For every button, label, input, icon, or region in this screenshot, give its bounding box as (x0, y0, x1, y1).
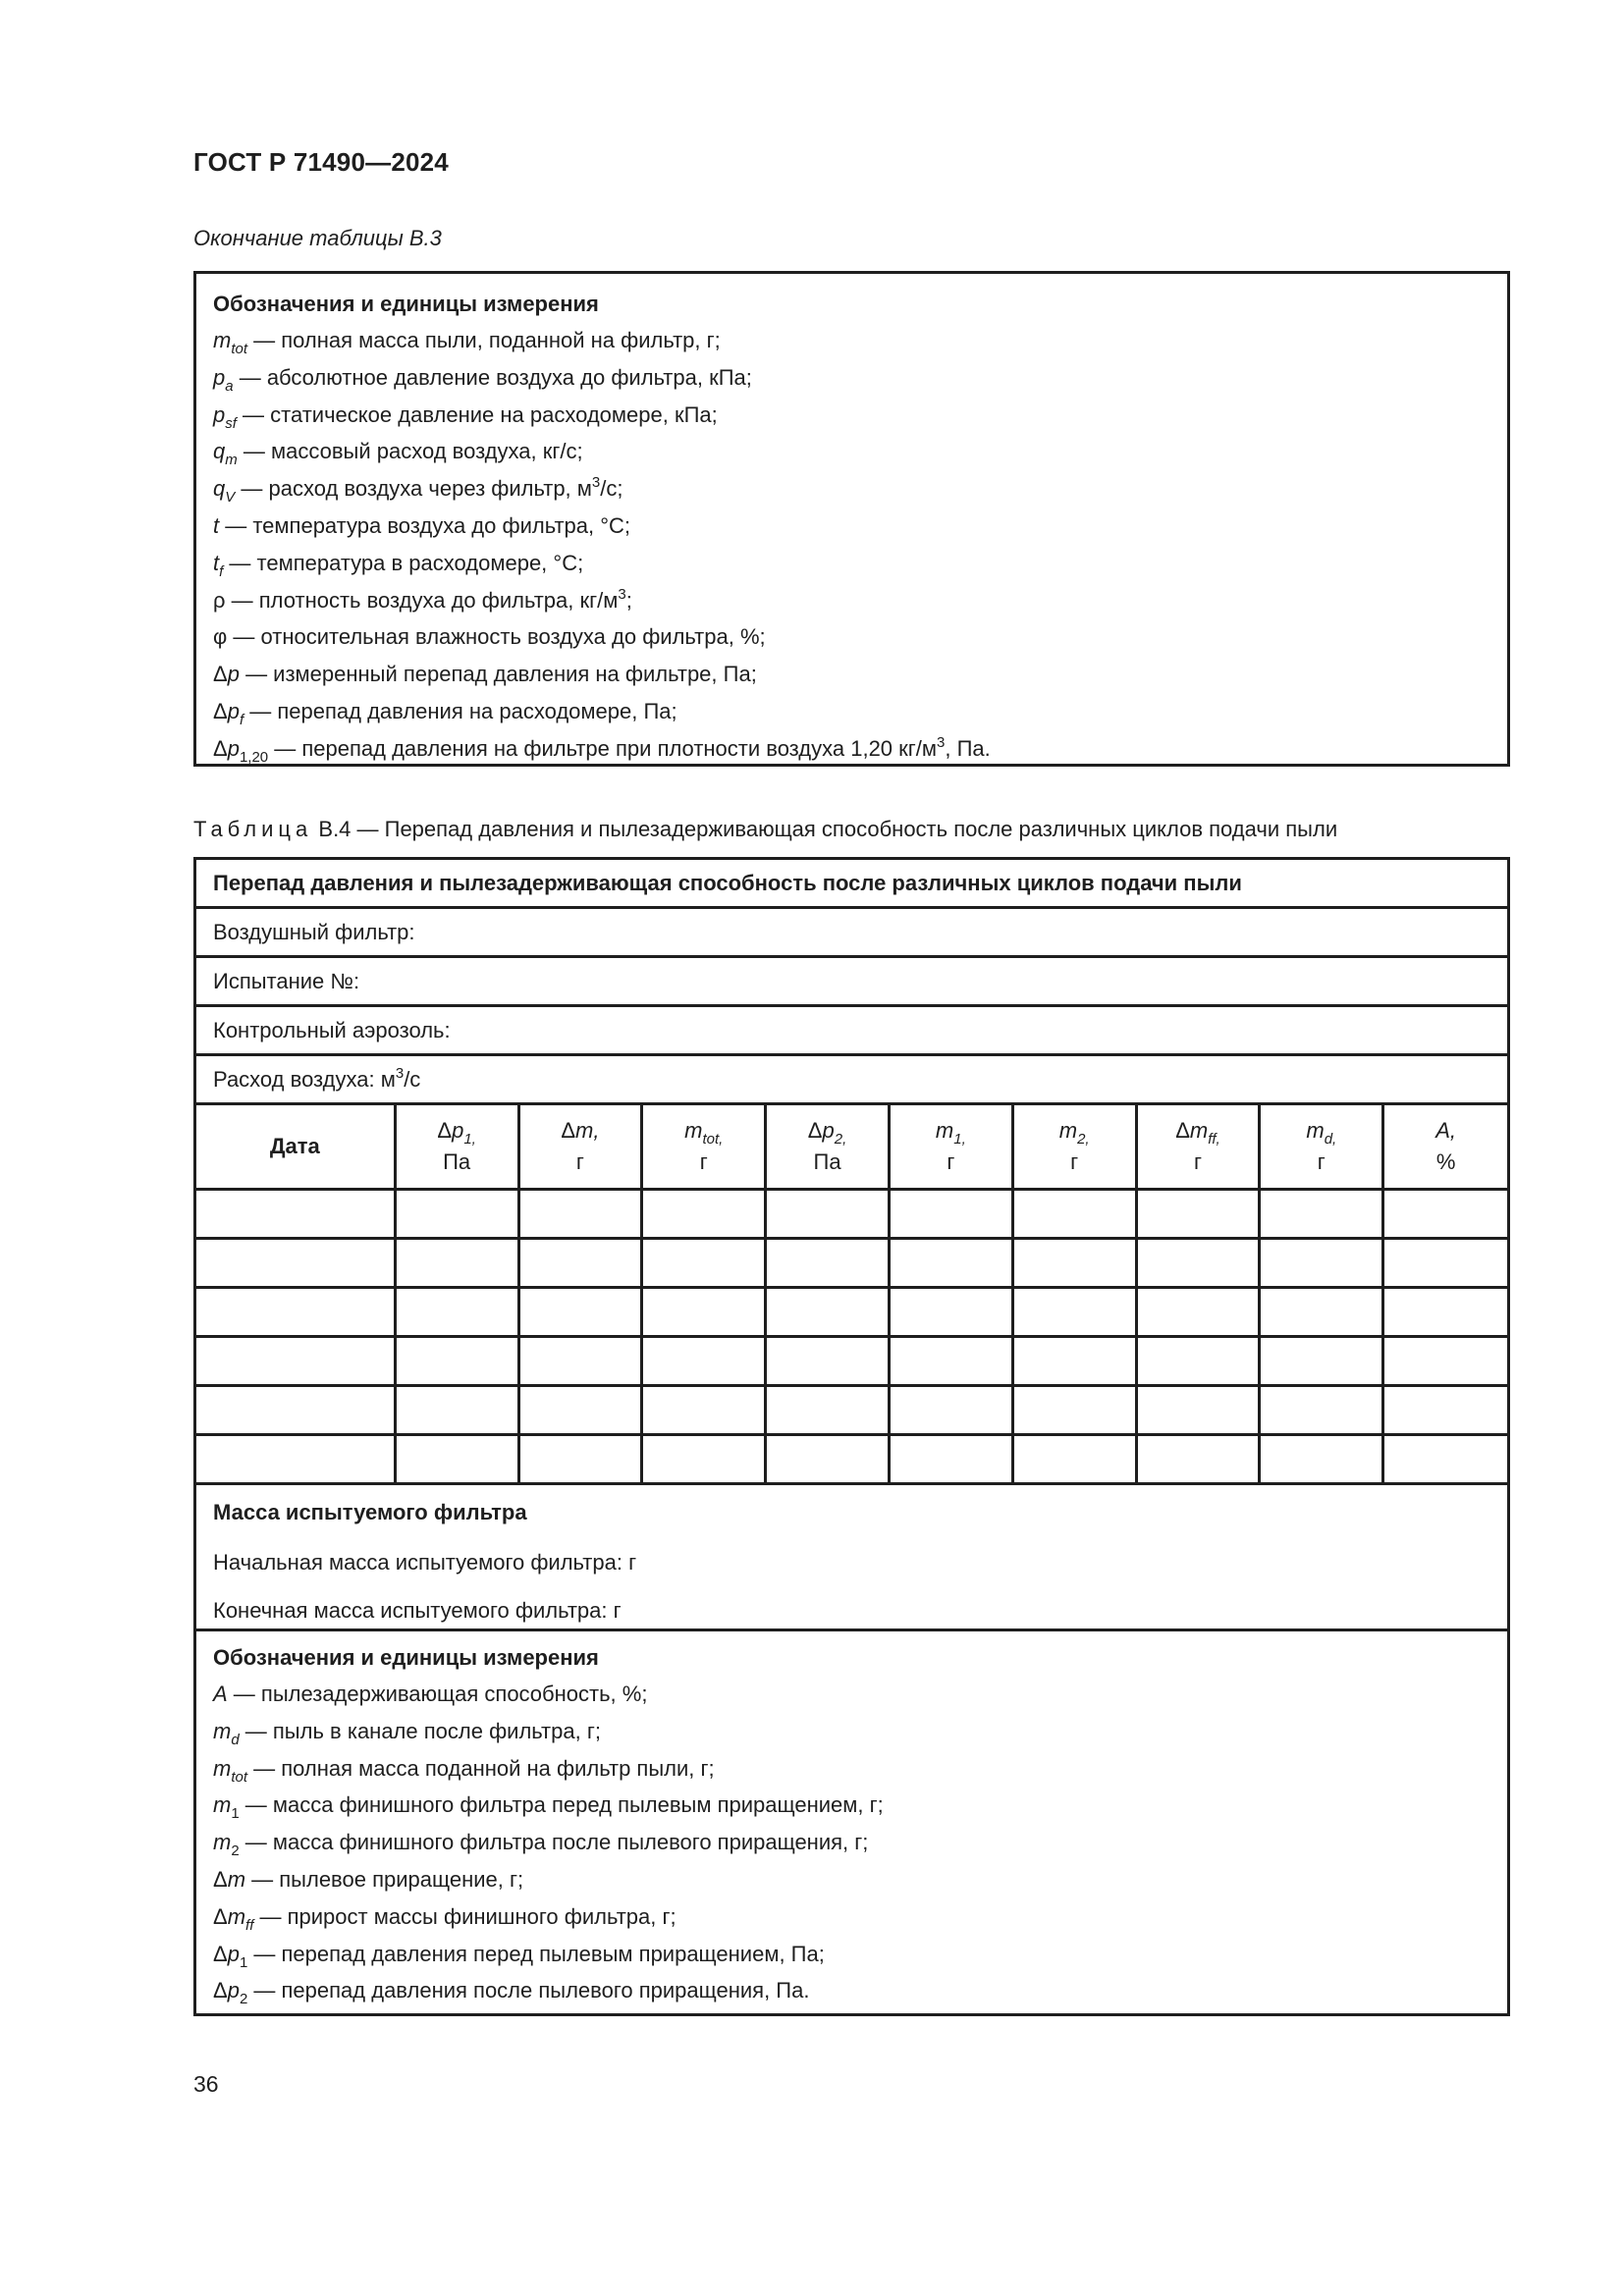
delta-prefix: Δ (1175, 1118, 1190, 1143)
table-continuation-label: Окончание таблицы В.3 (193, 226, 442, 250)
symbol: m, (575, 1118, 600, 1143)
table-cell[interactable] (764, 1387, 888, 1433)
symbol-subscript: d (231, 1731, 240, 1748)
table-row (193, 1384, 1510, 1433)
column-header-date: Дата (269, 1134, 320, 1158)
symbol: m (213, 328, 232, 352)
unit: г (1193, 1149, 1202, 1174)
symbol: ρ (213, 587, 226, 613)
table-row (193, 1286, 1510, 1335)
table-cell[interactable] (1011, 1289, 1135, 1335)
definition: — абсолютное давление воздуха до фильтра, кПа; (233, 364, 752, 390)
caption-text: В.4 — Перепад давления и пылезадерживающая способность после различных циклов подачи пыли (318, 817, 1338, 841)
info-row-air-flow[interactable] (193, 1053, 1510, 1102)
legend-heading: Обозначения и единицы измерения (213, 1645, 599, 1670)
table-cell[interactable] (1135, 1191, 1259, 1237)
table-cell[interactable] (394, 1338, 517, 1384)
table-b4 (193, 857, 1510, 2016)
table-cell[interactable] (1011, 1240, 1135, 1286)
symbol: m (935, 1118, 954, 1143)
column-header-a (1381, 1105, 1507, 1188)
symbol-subscript: d, (1324, 1131, 1337, 1148)
caption-table-word: Таблица (193, 817, 313, 841)
symbol: q (213, 476, 226, 502)
table-cell[interactable] (517, 1387, 641, 1433)
symbol-subscript: f (219, 562, 224, 580)
symbol-subscript: f (239, 711, 244, 728)
symbol: m (1189, 1118, 1209, 1143)
table-cell[interactable] (1258, 1289, 1381, 1335)
table-cell[interactable] (1011, 1436, 1135, 1482)
table-cell[interactable] (888, 1240, 1011, 1286)
table-cell[interactable] (196, 1289, 394, 1335)
legend-item (213, 619, 1507, 657)
table-cell[interactable] (1258, 1436, 1381, 1482)
table-cell[interactable] (1011, 1191, 1135, 1237)
unit: г (1070, 1149, 1079, 1174)
definition: — пыль в канале после фильтра, г; (239, 1718, 601, 1743)
definition: — температура в расходомере, °С; (223, 550, 584, 575)
table-cell[interactable] (1258, 1240, 1381, 1286)
symbol-subscript: 2, (834, 1131, 847, 1148)
table-b4-legend (193, 1629, 1510, 2016)
symbol-subscript: m (225, 452, 238, 469)
legend-item (213, 546, 1507, 583)
delta-prefix: Δ (213, 1866, 228, 1892)
symbol: m (684, 1118, 703, 1143)
symbol: φ (213, 624, 228, 650)
table-cell[interactable] (394, 1191, 517, 1237)
definition: — полная масса поданной на фильтр пыли, г; (247, 1755, 715, 1781)
symbol: p (227, 1978, 240, 2003)
symbol: p (213, 401, 226, 427)
table-cell[interactable] (640, 1191, 764, 1237)
legend-item (213, 360, 1507, 398)
symbol-subscript: tot (231, 341, 248, 357)
symbol: m (213, 1792, 232, 1818)
table-cell[interactable] (196, 1240, 394, 1286)
legend-item (213, 694, 1507, 731)
table-cell[interactable] (764, 1338, 888, 1384)
legend-item (213, 471, 1507, 508)
symbol: p (822, 1118, 835, 1143)
table-row (193, 1188, 1510, 1237)
legend-item (213, 1788, 1507, 1825)
definition-end: /с; (600, 476, 623, 502)
document-title: ГОСТ Р 71490—2024 (193, 147, 449, 177)
delta-prefix: Δ (213, 1903, 228, 1929)
table-cell[interactable] (888, 1387, 1011, 1433)
table-cell[interactable] (196, 1436, 394, 1482)
symbol-subscript: 1,20 (239, 748, 269, 766)
table-cell[interactable] (517, 1436, 641, 1482)
symbol: m (227, 1866, 246, 1892)
definition: — перепад давления перед пылевым приращением, Па; (247, 1941, 825, 1966)
symbol-subscript: 2 (231, 1842, 240, 1860)
table-cell[interactable] (1135, 1436, 1259, 1482)
symbol: m (213, 1755, 232, 1781)
table-cell[interactable] (1381, 1387, 1507, 1433)
definition: — перепад давления на расходомере, Па; (244, 698, 677, 723)
table-b3-legend-box (193, 271, 1510, 767)
column-header-dp1 (394, 1105, 517, 1188)
table-cell[interactable] (1258, 1191, 1381, 1237)
column-header-dm (517, 1105, 641, 1188)
table-cell[interactable] (394, 1436, 517, 1482)
symbol-subscript: sf (225, 414, 237, 432)
table-cell[interactable] (196, 1387, 394, 1433)
definition: — перепад давления на фильтре при плотности воздуха 1,20 кг/м (268, 735, 938, 761)
delta-prefix: Δ (213, 1941, 228, 1966)
delta-prefix: Δ (213, 735, 228, 761)
air-flow-unit: /с (404, 1067, 421, 1092)
table-cell[interactable] (764, 1436, 888, 1482)
symbol: p (227, 698, 240, 723)
symbol: m (1058, 1118, 1078, 1143)
legend-item (213, 731, 1507, 769)
table-cell[interactable] (394, 1387, 517, 1433)
symbol: q (213, 439, 226, 464)
table-cell[interactable] (1381, 1436, 1507, 1482)
table-row (193, 1237, 1510, 1286)
definition: — пылевое приращение, г; (245, 1866, 524, 1892)
symbol: p (227, 735, 240, 761)
superscript: 3 (937, 733, 946, 751)
definition: — расход воздуха через фильтр, м (235, 476, 592, 502)
legend-item (213, 1973, 1507, 2010)
table-cell[interactable] (1135, 1338, 1259, 1384)
symbol: p (227, 1941, 240, 1966)
table-cell[interactable] (517, 1191, 641, 1237)
definition: — температура воздуха до фильтра, °С; (219, 512, 631, 538)
symbol: m (1306, 1118, 1325, 1143)
symbol: m (227, 1903, 246, 1929)
page-number: 36 (193, 2071, 219, 2097)
legend-item (213, 1862, 1507, 1899)
symbol: m (213, 1718, 232, 1743)
unit: Па (443, 1149, 471, 1174)
table-row (193, 1335, 1510, 1384)
definition: — статическое давление на расходомере, кПа; (236, 401, 718, 427)
symbol: m (213, 1830, 232, 1855)
delta-prefix: Δ (437, 1118, 453, 1143)
table-cell[interactable] (1381, 1338, 1507, 1384)
symbol-subscript: tot, (702, 1131, 724, 1148)
column-header-m2 (1011, 1105, 1135, 1188)
info-row-air-filter[interactable]: Воздушный фильтр: (193, 906, 1510, 955)
legend-item (213, 657, 1507, 694)
definition: — перепад давления после пылевого приращения, Па. (247, 1978, 810, 2003)
definition: — масса финишного фильтра перед пылевым приращением, г; (239, 1792, 884, 1818)
table-cell[interactable] (1135, 1387, 1259, 1433)
table-cell[interactable] (640, 1436, 764, 1482)
table-title-row: Перепад давления и пылезадерживающая способность после различных циклов подачи пыли (193, 857, 1510, 906)
table-cell[interactable] (1381, 1191, 1507, 1237)
table-cell[interactable] (517, 1289, 641, 1335)
table-cell[interactable] (764, 1289, 888, 1335)
definition: — масса финишного фильтра после пылевого приращения, г; (239, 1830, 869, 1855)
delta-prefix: Δ (807, 1118, 823, 1143)
superscript: 3 (618, 585, 626, 603)
table-cell[interactable] (1381, 1289, 1507, 1335)
table-cell[interactable] (394, 1240, 517, 1286)
legend-item (213, 434, 1507, 471)
column-header-dp2 (764, 1105, 888, 1188)
info-row-test-aerosol[interactable]: Контрольный аэрозоль: (193, 1004, 1510, 1053)
symbol-subscript: 1, (953, 1131, 966, 1148)
legend-item (213, 1714, 1507, 1751)
definition: — относительная влажность воздуха до фильтра, %; (227, 624, 766, 650)
legend-item (213, 1937, 1507, 1974)
table-cell[interactable] (196, 1338, 394, 1384)
table-cell[interactable] (888, 1289, 1011, 1335)
table-cell[interactable] (640, 1240, 764, 1286)
table-cell[interactable] (764, 1240, 888, 1286)
symbol: t (213, 550, 220, 575)
symbol-subscript: 2 (239, 1991, 248, 2008)
final-mass-field[interactable]: Конечная масса испытуемого фильтра: г (213, 1598, 622, 1623)
table-cell[interactable] (1011, 1338, 1135, 1384)
delta-prefix: Δ (213, 662, 228, 687)
symbol-subscript: 1 (231, 1805, 240, 1823)
symbol-subscript: 2, (1077, 1131, 1090, 1148)
definition: — прирост массы финишного фильтра, г; (253, 1903, 677, 1929)
table-cell[interactable] (640, 1387, 764, 1433)
definition: — плотность воздуха до фильтра, кг/м (225, 587, 619, 613)
table-cell[interactable] (1258, 1338, 1381, 1384)
table-cell[interactable] (888, 1338, 1011, 1384)
filter-mass-heading: Масса испытуемого фильтра (213, 1500, 527, 1524)
legend-heading: Обозначения и единицы измерения (213, 292, 599, 316)
superscript: 3 (395, 1065, 405, 1082)
symbol-subscript: V (225, 489, 236, 507)
definition-end: , Па. (945, 735, 991, 761)
symbol: t (213, 512, 220, 538)
legend-item (213, 398, 1507, 435)
symbol-subscript: ff, (1208, 1131, 1220, 1148)
legend-item (213, 1751, 1507, 1789)
superscript: 3 (591, 474, 601, 492)
unit: г (947, 1149, 955, 1174)
legend-item (213, 583, 1507, 620)
table-cell[interactable] (1381, 1240, 1507, 1286)
definition-end: ; (625, 587, 632, 613)
table-b4-caption (193, 817, 1337, 842)
unit: г (699, 1149, 708, 1174)
unit: г (1317, 1149, 1326, 1174)
info-row-test-number[interactable]: Испытание №: (193, 955, 1510, 1004)
table-cell[interactable] (196, 1191, 394, 1237)
legend-item (213, 1825, 1507, 1862)
symbol-subscript: ff (245, 1916, 254, 1934)
table-cell[interactable] (394, 1289, 517, 1335)
unit: % (1435, 1149, 1456, 1174)
table-cell[interactable] (1135, 1289, 1259, 1335)
definition: — измеренный перепад давления на фильтре, Па; (239, 662, 757, 687)
table-cell[interactable] (888, 1191, 1011, 1237)
table-cell[interactable] (888, 1436, 1011, 1482)
table-cell[interactable] (640, 1289, 764, 1335)
column-header-md (1258, 1105, 1381, 1188)
delta-prefix: Δ (213, 1978, 228, 2003)
delta-prefix: Δ (561, 1118, 576, 1143)
symbol: A, (1435, 1118, 1456, 1143)
definition: — полная масса пыли, поданной на фильтр, г; (247, 328, 721, 352)
definition: — пылезадерживающая способность, %; (227, 1682, 648, 1706)
symbol-subscript: 1 (239, 1953, 248, 1971)
table-cell[interactable] (517, 1240, 641, 1286)
legend-item (213, 1899, 1507, 1937)
legend-item (213, 1677, 1507, 1714)
symbol: p (227, 662, 240, 687)
legend-item (213, 323, 1507, 360)
symbol: p (452, 1118, 464, 1143)
initial-mass-field[interactable]: Начальная масса испытуемого фильтра: г (213, 1550, 637, 1575)
unit: г (575, 1149, 584, 1174)
filter-mass-section (193, 1482, 1510, 1629)
symbol: A (213, 1682, 228, 1706)
table-cell[interactable] (517, 1338, 641, 1384)
table-cell[interactable] (764, 1191, 888, 1237)
symbol-subscript: tot (231, 1768, 248, 1786)
symbol: p (213, 364, 226, 390)
table-cell[interactable] (1011, 1387, 1135, 1433)
table-cell[interactable] (1135, 1240, 1259, 1286)
symbol-subscript: a (225, 377, 234, 395)
column-header-row (193, 1102, 1510, 1188)
legend-item (213, 508, 1507, 546)
delta-prefix: Δ (213, 698, 228, 723)
table-cell[interactable] (640, 1338, 764, 1384)
column-header-mtot (640, 1105, 764, 1188)
unit: Па (813, 1149, 841, 1174)
symbol-subscript: 1, (463, 1131, 476, 1148)
table-row (193, 1433, 1510, 1482)
air-flow-label: Расход воздуха: м (213, 1067, 396, 1092)
definition: — массовый расход воздуха, кг/с; (237, 439, 583, 464)
column-header-dmff (1135, 1105, 1259, 1188)
column-header-m1 (888, 1105, 1011, 1188)
table-cell[interactable] (1258, 1387, 1381, 1433)
